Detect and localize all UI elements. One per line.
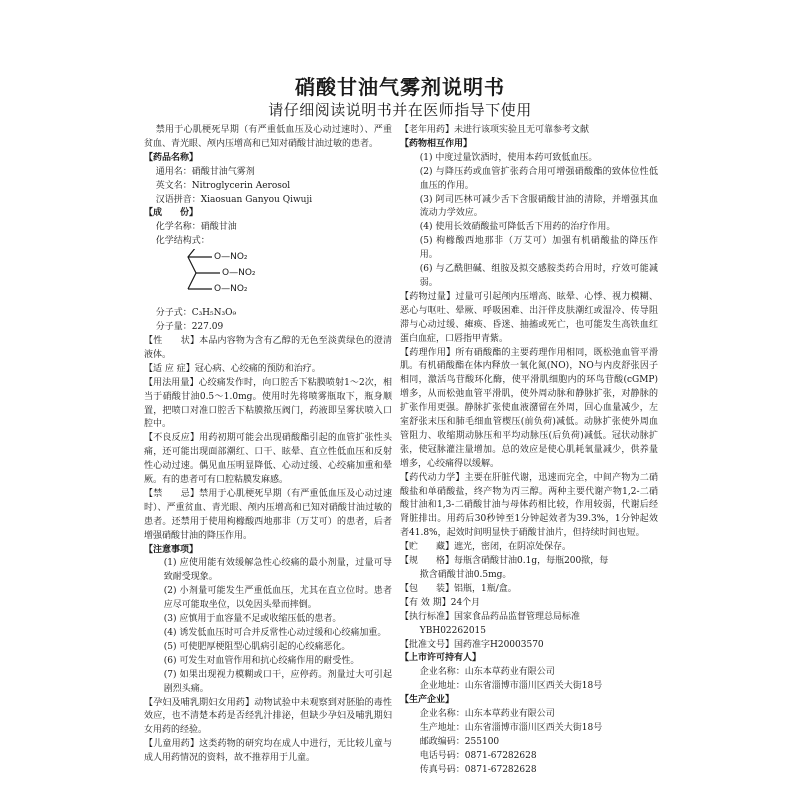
english-name: 英文名：Nitroglycerin Aerosol — [155, 180, 291, 191]
interaction-item: (2) 与降压药或血管扩张药合用可增强硝酸酯的致体位性低血压的作用。 — [419, 166, 658, 191]
section-composition: 【成 份】 — [144, 208, 199, 219]
interaction-item: (1) 中度过量饮酒时，使用本药可致低血压。 — [419, 152, 598, 163]
manufacturer-name: 企业名称：山东本草药业有限公司 — [419, 709, 555, 720]
section-elderly: 【老年用药】未进行该项实验且无可靠参考文献 — [400, 125, 590, 135]
section-pharmacology: 【药理作用】所有硝酸酯的主要药理作用相同，既松弛血管平滑肌。有机硝酸酯在体内释放一氧化氮(NO)，NO与内皮舒张因子相同，激活鸟苷酸环化酶，使平滑肌细胞内的环鸟苷酸(cGMP)增多，从而松弛血管平滑肌，使外周动脉和静脉扩张，对静脉的扩张作用更强。静脉扩张使血液潴留在外周，回心血量减少，左室舒张末压和肺毛细血管楔压(前负荷)减低。动脉扩张使外周血管阻力、收缩期动脉压和平均动脉压(后负荷)减低。冠状动脉扩张，使冠脉灌注量增加。总的效应是使心肌耗氧量减少，供养量增多，心绞痛得以缓解。 — [400, 347, 658, 469]
section-adverse-reactions: 【不良反应】用药初期可能会出现硝酸酯引起的血管扩张性头痛，还可能出现面部潮红、口干、眩晕、直立性低血压和反射性心动过速。偶见血压明显降低、心动过缓、心绞痛加重和晕厥。有的患者可有口腔粘膜发麻感。 — [144, 433, 392, 486]
precaution-item: (6) 可发生对血管作用和抗心绞痛作用的耐受性。 — [163, 655, 360, 666]
molecular-weight: 分子量：227.09 — [155, 322, 224, 333]
section-usage: 【用法用量】心绞痛发作时，向口腔舌下粘膜喷射1～2次，相当于硝酸甘油0.5～1.0mg。使用时先将喷雾瓶取下，瓶身顺置，把喷口对准口腔舌下粘膜揿压阀门，药液即呈雾状喷入口腔中。 — [144, 377, 392, 430]
section-manufacturer: 【生产企业】 — [400, 695, 455, 706]
precaution-item: (5) 可使肥厚梗阻型心肌病引起的心绞痛恶化。 — [163, 641, 351, 652]
section-contraindications: 【禁 忌】禁用于心肌梗死早期（有严重低血压及心动过速时）、严重贫血、青光眼、颅内压增高和已知对硝酸甘油过敏的患者。还禁用于使用枸橼酸西地那非（万艾可）的患者，后者增强硝酸甘油的降压作用。 — [144, 488, 392, 541]
phone-number: 电话号码：0871-67282628 — [419, 750, 537, 761]
chemical-structure-label: 化学结构式： — [155, 236, 210, 247]
precaution-item: (2) 小剂量可能发生严重低血压，尤其在直立位时。患者应尽可能取坐位，以免因头晕而摔倒。 — [163, 586, 392, 611]
interaction-item: (5) 枸橼酸西地那非（万艾可）加强有机硝酸盐的降压作用。 — [419, 236, 658, 261]
nitro-group-label: O—NO₂ — [214, 252, 248, 263]
precaution-item: (3) 应慎用于血容量不足或收缩压低的患者。 — [163, 614, 342, 625]
generic-name: 通用名：硝酸甘油气雾剂 — [155, 166, 255, 177]
section-interactions: 【药物相互作用】 — [400, 138, 473, 149]
precaution-item: (4) 诱发低血压时可合并反常性心动过缓和心绞痛加重。 — [163, 628, 387, 638]
section-overdose: 【药物过量】过量可引起颅内压增高、眩晕、心悸、视力模糊、恶心与呕吐、晕厥、呼吸困难、出汗伴皮肤潮红或湿冷、传导阻滞与心动过缓、瘫痪、昏迷、抽搐或死亡，也可能发生高铁血红蛋白血症，口唇指甲青紫。 — [400, 291, 658, 344]
section-precautions: 【注意事项】 — [144, 544, 199, 555]
section-pregnancy: 【孕妇及哺乳期妇女用药】动物试验中未观察到对胚胎的毒性效应，也不清楚本药是否经乳汁排泌，但缺少孕妇及哺乳期妇女用药的经验。 — [144, 697, 392, 736]
interaction-item: (4) 使用长效硝酸盐可降低舌下用药的治疗作用。 — [419, 222, 616, 233]
section-pharmacokinetics: 【药代动力学】主要在肝脏代谢，迅速而完全，中间产物为二硝酸盐和单硝酸盐，终产物为丙三醇。两种主要代谢产物1,2-二硝酸甘油和1,3-二硝酸甘油与母体药相比较，作用较弱，代谢后经肾脏排出。用药后30秒钟至1分钟起效者为39.3%，1分钟起效者41.8%，起效时间明显快于硝酸甘油片，但持续时间也短。 — [400, 472, 658, 539]
fax-number: 传真号码：0871-67282628 — [419, 764, 537, 775]
section-drug-name: 【药品名称】 — [144, 152, 199, 163]
section-standard: 【执行标准】国家食品药品监督管理总局标准 — [400, 611, 581, 622]
section-approval: 【批准文号】国药准字H20003570 — [400, 639, 544, 650]
document-subtitle: 请仔细阅读说明书并在医师指导下使用 — [268, 101, 532, 119]
section-children: 【儿童用药】这类药物的研究均在成人中进行，无比较儿童与成人用药情况的资料，故不推荐用于儿童。 — [144, 739, 392, 764]
interaction-item: (3) 阿司匹林可减少舌下含服硝酸甘油的清除，并增强其血流动力学效应。 — [419, 194, 658, 219]
chemical-structure-diagram — [184, 249, 324, 307]
section-properties: 【性 状】本品内容物为含有乙醇的无色至淡黄绿色的澄清液体。 — [144, 335, 392, 360]
chemical-name: 化学名称：硝酸甘油 — [155, 222, 237, 233]
mah-address: 企业地址：山东省淄博市淄川区西关大街18号 — [419, 681, 603, 692]
warning-intro: 禁用于心肌梗死早期（有严重低血压及心动过速时）、严重贫血、青光眼、颅内压增高和已知对硝酸甘油过敏的患者。 — [144, 125, 392, 149]
section-indications: 【适 应 症】冠心病、心绞痛的预防和治疗。 — [144, 363, 321, 374]
nitro-group-label: O—NO₂ — [214, 284, 248, 295]
right-column — [400, 124, 658, 778]
specs-continued: 揿含硝酸甘油0.5mg。 — [419, 570, 512, 580]
section-storage: 【贮 藏】遮光，密闭，在阴凉处保存。 — [400, 542, 572, 553]
standard-code: YBH02262015 — [419, 625, 487, 636]
molecular-formula: 分子式：C₃H₅N₃O₉ — [155, 308, 237, 319]
section-mah: 【上市许可持有人】 — [400, 653, 482, 664]
precaution-item: (7) 如果出现视力模糊或口干，应停药。剂量过大可引起剧烈头痛。 — [163, 669, 392, 694]
section-package: 【包 装】铝瓶，1瓶/盒。 — [400, 583, 517, 594]
postcode: 邮政编码：255100 — [419, 736, 500, 747]
document-title: 硝酸甘油气雾剂说明书 — [295, 75, 505, 99]
pinyin-name: 汉语拼音：Xiaosuan Ganyou Qiwuji — [155, 194, 313, 205]
precaution-item: (1) 应使用能有效缓解急性心绞痛的最小剂量，过量可导致耐受现象。 — [163, 558, 392, 583]
left-column — [144, 124, 392, 766]
section-specs: 【规 格】每瓶含硝酸甘油0.1g，每瓶200揿，每 — [400, 556, 609, 567]
nitro-group-label: O—NO₂ — [222, 268, 256, 279]
manufacturer-address: 生产地址：山东省淄博市淄川区西关大街18号 — [419, 722, 603, 733]
mah-name: 企业名称：山东本草药业有限公司 — [419, 667, 555, 678]
interaction-item: (6) 与乙酰胆碱、组胺及拟交感胺类药合用时，疗效可能减弱。 — [419, 264, 658, 288]
section-validity: 【有 效 期】24个月 — [400, 597, 481, 608]
